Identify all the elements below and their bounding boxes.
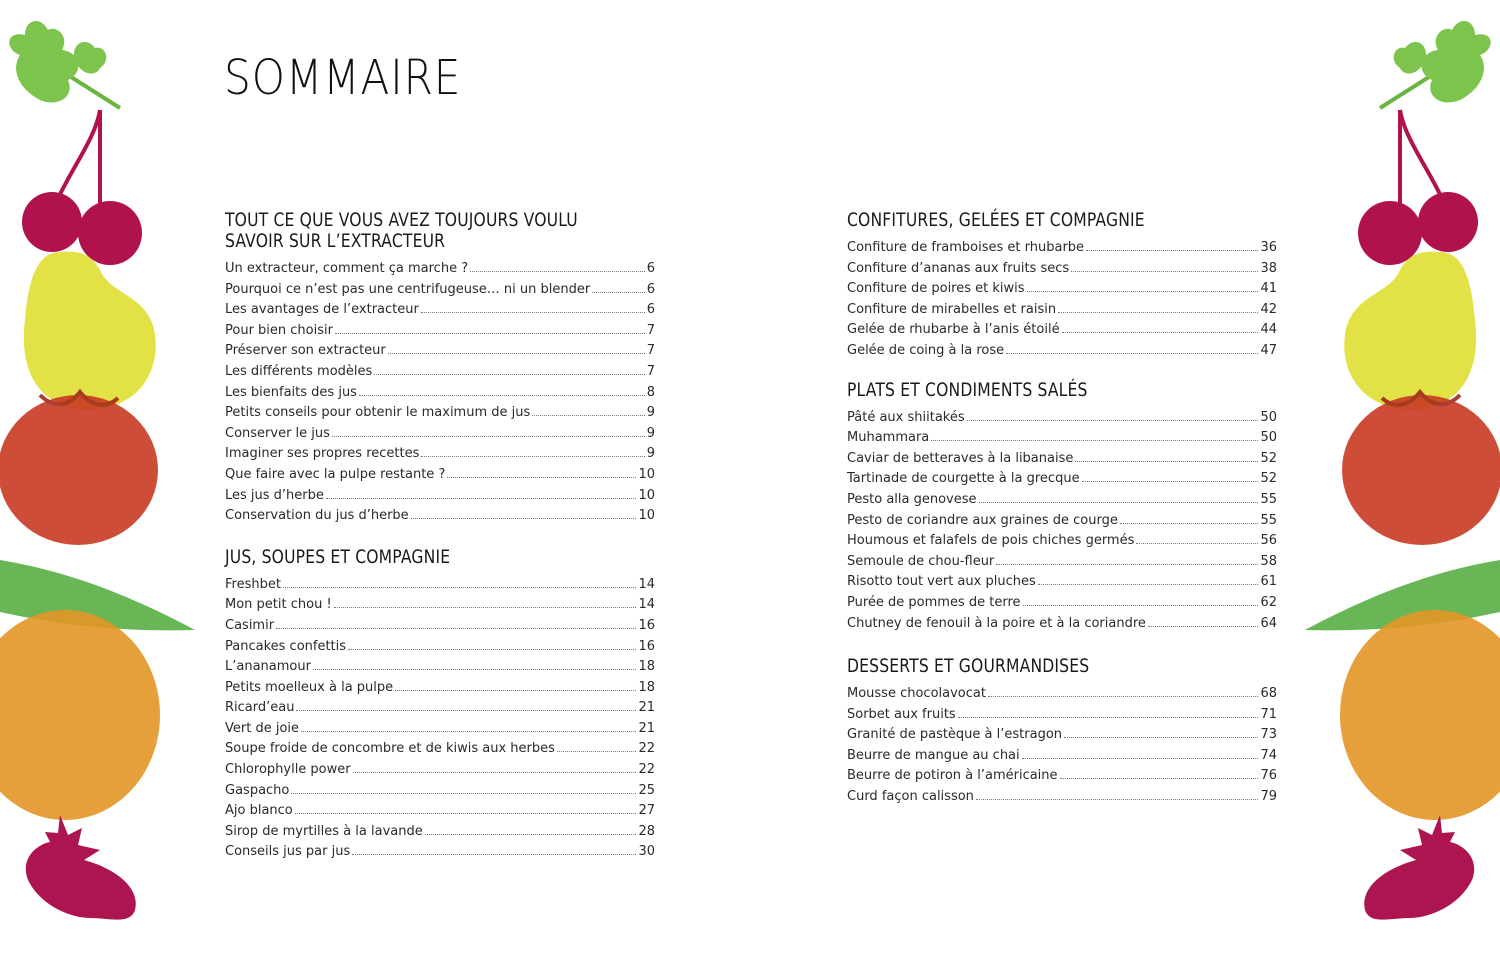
toc-entry[interactable] — [847, 705, 1277, 726]
toc-entry-page: 21 — [638, 700, 655, 716]
dot-leader — [1027, 290, 1259, 292]
toc-entry-page: 44 — [1260, 322, 1277, 338]
toc-entry-page: 58 — [1260, 553, 1277, 569]
toc-entry[interactable] — [225, 486, 655, 507]
dot-leader — [1120, 522, 1259, 524]
toc-column-left — [225, 210, 655, 881]
toc-section — [847, 210, 1277, 362]
toc-entry[interactable] — [847, 725, 1277, 746]
dot-leader — [291, 792, 636, 794]
section-title-line: DESSERTS ET GOURMANDISES — [847, 655, 1090, 678]
toc-entry[interactable] — [225, 341, 655, 362]
section-title — [847, 380, 1277, 401]
toc-entry[interactable] — [847, 238, 1277, 259]
dot-leader — [1038, 583, 1259, 585]
dot-leader — [996, 563, 1258, 565]
dot-leader — [276, 627, 636, 629]
toc-entry-label: Tartinade de courgette à la grecque — [847, 471, 1080, 487]
section-title-line: CONFITURES, GELÉES ET COMPAGNIE — [847, 209, 1145, 231]
dot-leader — [421, 455, 644, 457]
toc-entry-label: Pâté aux shiitakés — [847, 409, 965, 425]
toc-entry-page: 41 — [1260, 281, 1277, 297]
toc-entry-page: 28 — [638, 823, 655, 839]
toc-entry[interactable] — [225, 300, 655, 321]
dot-leader — [334, 606, 637, 608]
strawberry-icon — [26, 815, 136, 920]
dot-leader — [1022, 757, 1259, 759]
toc-entry[interactable] — [225, 575, 655, 596]
toc-entry[interactable] — [225, 657, 655, 678]
toc-entry-label: Un extracteur, comment ça marche ? — [225, 261, 469, 276]
toc-entry[interactable] — [847, 259, 1277, 280]
toc-entry-label: Gaspacho — [225, 782, 290, 798]
toc-entry-label: Houmous et falafels de pois chiches germés — [847, 533, 1135, 549]
dot-leader — [976, 798, 1259, 800]
dot-leader — [1148, 625, 1259, 627]
dot-leader — [326, 497, 637, 499]
toc-entry-page: 62 — [1260, 594, 1277, 610]
dot-leader — [411, 517, 637, 519]
toc-entry-page: 18 — [638, 659, 655, 675]
toc-entry-label: Petits moelleux à la pulpe — [225, 679, 394, 695]
toc-entry-label: Semoule de chou-fleur — [847, 553, 995, 569]
section-title-line: SAVOIR SUR L’EXTRACTEUR — [225, 230, 446, 252]
toc-entry-page: 16 — [638, 638, 655, 654]
toc-entry-label: Beurre de potiron à l’américaine — [847, 768, 1058, 784]
dot-leader — [301, 730, 636, 732]
toc-entry[interactable] — [225, 362, 655, 383]
toc-entry-label: Freshbet — [225, 576, 281, 592]
toc-entry[interactable] — [847, 469, 1277, 490]
toc-entry-page: 21 — [638, 720, 655, 736]
orange-icon — [1340, 610, 1500, 820]
toc-entry[interactable] — [225, 424, 655, 445]
toc-entry-page: 14 — [638, 597, 655, 613]
toc-entry-page: 76 — [1260, 768, 1277, 784]
toc-entry-page: 14 — [638, 576, 655, 592]
toc-entry-page: 22 — [638, 762, 655, 778]
toc-section — [225, 210, 655, 527]
toc-entry-page: 7 — [646, 343, 655, 359]
toc-entry-label: Soupe froide de concombre et de kiwis aux herbes — [225, 741, 555, 757]
toc-entry[interactable] — [225, 637, 655, 658]
toc-entry-label: Casimir — [225, 617, 275, 633]
toc-entry-label: Beurre de mangue au chai — [847, 747, 1020, 763]
toc-entry-page: 56 — [1260, 533, 1277, 549]
dot-leader — [352, 853, 636, 855]
toc-entry-page: 52 — [1260, 471, 1277, 487]
dot-leader — [979, 501, 1259, 503]
toc-entry-page: 7 — [646, 363, 655, 379]
toc-entry-label: Les jus d’herbe — [225, 487, 324, 503]
toc-entry-page: 7 — [646, 322, 655, 338]
toc-entry-page: 74 — [1260, 747, 1277, 763]
toc-entry-page: 47 — [1260, 342, 1277, 358]
toc-entry-label: Sorbet aux fruits — [847, 706, 956, 722]
toc-entry-label: Chutney de fenouil à la poire et à la coriandre — [847, 615, 1146, 631]
toc-entry-label: Mon petit chou ! — [225, 597, 332, 613]
toc-entry[interactable] — [225, 383, 655, 404]
toc-entry[interactable] — [847, 449, 1277, 470]
toc-entry-label: Gelée de coing à la rose — [847, 342, 1005, 358]
toc-entry[interactable] — [225, 616, 655, 637]
toc-entry-label: Risotto tout vert aux pluches — [847, 574, 1036, 590]
dot-leader — [348, 648, 636, 650]
dot-leader — [332, 435, 645, 437]
dot-leader — [313, 668, 636, 670]
toc-entry-page: 18 — [638, 679, 655, 695]
toc-entry-label: Chlorophylle power — [225, 762, 351, 778]
toc-entry-page: 27 — [638, 803, 655, 819]
toc-entry[interactable] — [847, 511, 1277, 532]
toc-entry[interactable] — [847, 572, 1277, 593]
toc-entry-label: Confiture d’ananas aux fruits secs — [847, 260, 1070, 276]
pear-icon — [1344, 252, 1476, 410]
toc-entry[interactable] — [225, 280, 655, 301]
toc-entry-page: 73 — [1260, 727, 1277, 743]
toc-entry[interactable] — [847, 552, 1277, 573]
toc-entry-page: 9 — [646, 446, 655, 462]
dot-leader — [1058, 311, 1258, 313]
toc-entry-label: Caviar de betteraves à la libanaise — [847, 450, 1074, 466]
toc-entry-page: 38 — [1260, 260, 1277, 276]
section-title-line: TOUT CE QUE VOUS AVEZ TOUJOURS VOULU — [225, 209, 578, 231]
dot-leader — [359, 394, 645, 396]
dot-leader — [421, 311, 645, 313]
toc-entry-label: Gelée de rhubarbe à l’anis étoilé — [847, 322, 1060, 338]
toc-entry[interactable] — [225, 506, 655, 527]
toc-entry-page: 52 — [1260, 450, 1277, 466]
toc-entry-label: L’ananamour — [225, 659, 311, 675]
toc-entry-page: 42 — [1260, 301, 1277, 317]
toc-entry-label: Pancakes confettis — [225, 638, 347, 654]
toc-entry-label: Pour bien choisir — [225, 322, 333, 338]
toc-entry-label: Que faire avec la pulpe restante ? — [225, 466, 446, 482]
toc-entry[interactable] — [847, 684, 1277, 705]
toc-entry[interactable] — [847, 428, 1277, 449]
dot-leader — [1062, 331, 1259, 333]
toc-entry[interactable] — [847, 300, 1277, 321]
fruit-illustration-left — [0, 0, 200, 964]
dot-leader — [388, 352, 645, 354]
toc-entry[interactable] — [225, 801, 655, 822]
toc-entry-page: 79 — [1260, 789, 1277, 805]
dot-leader — [296, 709, 636, 711]
toc-entry-page: 25 — [638, 782, 655, 798]
toc-entry-page: 64 — [1260, 615, 1277, 631]
toc-entry[interactable] — [225, 444, 655, 465]
toc-entry[interactable] — [225, 678, 655, 699]
tomato-icon — [1342, 392, 1500, 545]
toc-entry[interactable] — [847, 341, 1277, 362]
toc-entry-page: 36 — [1260, 240, 1277, 255]
page-title: SOMMAIRE — [224, 50, 462, 106]
toc-entry-page: 8 — [646, 384, 655, 400]
toc-column-right — [847, 210, 1277, 826]
dot-leader — [295, 812, 637, 814]
dot-leader — [1023, 604, 1259, 606]
cherry-icon — [1358, 110, 1478, 265]
toc-entry[interactable] — [225, 698, 655, 719]
toc-entry-label: Pesto alla genovese — [847, 491, 977, 507]
dot-leader — [1060, 777, 1259, 779]
toc-entry-label: Ajo blanco — [225, 803, 293, 819]
toc-entry[interactable] — [225, 760, 655, 781]
toc-entry[interactable] — [225, 259, 655, 280]
dot-leader — [374, 373, 644, 375]
toc-entry-label: Pourquoi ce n’est pas une centrifugeuse… ni un blender — [225, 281, 591, 297]
toc-entry-label: Mousse chocolavocat — [847, 686, 986, 702]
dot-leader — [335, 332, 645, 334]
parsley-leaf-icon — [1380, 21, 1491, 108]
toc-entry-page: 55 — [1260, 491, 1277, 507]
toc-entry[interactable] — [225, 739, 655, 760]
dot-leader — [1006, 352, 1258, 354]
toc-entry-page: 10 — [638, 508, 655, 524]
dot-leader — [395, 689, 636, 691]
toc-section — [847, 656, 1277, 808]
toc-entry[interactable] — [225, 321, 655, 342]
toc-entry-label: Imaginer ses propres recettes — [225, 446, 420, 462]
toc-entry-label: Conserver le jus — [225, 425, 330, 441]
dot-leader — [425, 833, 637, 835]
toc-entry-page: 6 — [646, 261, 655, 276]
toc-entry-page: 9 — [646, 425, 655, 441]
toc-entry[interactable] — [847, 490, 1277, 511]
dot-leader — [958, 716, 1259, 718]
toc-entry-label: Conservation du jus d’herbe — [225, 508, 409, 524]
toc-entry-label: Muhammara — [847, 430, 930, 446]
toc-entry[interactable] — [847, 746, 1277, 767]
dot-leader — [967, 419, 1259, 421]
toc-entry-page: 16 — [638, 617, 655, 633]
dot-leader — [532, 414, 644, 416]
toc-entry[interactable] — [225, 719, 655, 740]
dot-leader — [931, 439, 1258, 441]
toc-entry-label: Les bienfaits des jus — [225, 384, 357, 400]
toc-entry[interactable] — [225, 595, 655, 616]
toc-entry-label: Granité de pastèque à l’estragon — [847, 727, 1063, 743]
toc-entry-label: Curd façon calisson — [847, 789, 974, 805]
toc-entry[interactable] — [225, 781, 655, 802]
dot-leader — [592, 291, 645, 293]
toc-entry-label: Sirop de myrtilles à la lavande — [225, 823, 423, 839]
toc-entry-page: 55 — [1260, 512, 1277, 528]
toc-entry-label: Purée de pommes de terre — [847, 594, 1021, 610]
toc-entry[interactable] — [225, 403, 655, 424]
toc-entry-label: Ricard’eau — [225, 700, 295, 716]
toc-entry-label: Les différents modèles — [225, 363, 373, 379]
toc-entry-page: 10 — [638, 487, 655, 503]
cherry-icon — [22, 110, 142, 265]
section-title — [847, 210, 1277, 231]
dot-leader — [1064, 736, 1258, 738]
strawberry-icon — [1364, 815, 1474, 920]
toc-entry[interactable] — [225, 465, 655, 486]
toc-entry-page: 61 — [1260, 574, 1277, 590]
dot-leader — [1086, 249, 1258, 251]
dot-leader — [1075, 460, 1258, 462]
dot-leader — [1071, 270, 1258, 272]
toc-entry-label: Vert de joie — [225, 720, 300, 736]
fruit-illustration-right — [1300, 0, 1500, 964]
dot-leader — [470, 270, 645, 272]
toc-entry-label: Petits conseils pour obtenir le maximum de jus — [225, 405, 531, 421]
pear-icon — [24, 252, 156, 410]
tomato-icon — [0, 392, 158, 545]
dot-leader — [283, 586, 637, 588]
toc-entry-page: 71 — [1260, 706, 1277, 722]
dot-leader — [557, 750, 637, 752]
toc-entry-page: 6 — [646, 281, 655, 297]
toc-section — [225, 547, 655, 863]
toc-entry-label: Confiture de framboises et rhubarbe — [847, 240, 1085, 255]
toc-entry-label: Confiture de poires et kiwis — [847, 281, 1025, 297]
section-title — [847, 656, 1277, 677]
dot-leader — [988, 695, 1258, 697]
toc-entry-page: 50 — [1260, 409, 1277, 425]
toc-entry[interactable] — [847, 408, 1277, 429]
parsley-leaf-icon — [9, 21, 120, 108]
toc-entry-label: Préserver son extracteur — [225, 343, 386, 359]
toc-entry[interactable] — [225, 842, 655, 863]
toc-entry-page: 68 — [1260, 686, 1277, 702]
toc-entry-label: Pesto de coriandre aux graines de courge — [847, 512, 1118, 528]
toc-entry-page: 30 — [638, 844, 655, 860]
toc-entry[interactable] — [847, 279, 1277, 300]
toc-section — [847, 380, 1277, 635]
toc-entry-label: Les avantages de l’extracteur — [225, 302, 419, 318]
orange-icon — [0, 610, 160, 820]
section-title — [225, 547, 655, 568]
toc-entry[interactable] — [847, 593, 1277, 614]
toc-entry-page: 9 — [646, 405, 655, 421]
toc-entry[interactable] — [225, 822, 655, 843]
dot-leader — [447, 476, 636, 478]
toc-entry[interactable] — [847, 614, 1277, 635]
section-title-line: JUS, SOUPES ET COMPAGNIE — [225, 545, 451, 568]
section-title — [225, 210, 655, 252]
dot-leader — [353, 771, 637, 773]
toc-entry-label: Conseils jus par jus — [225, 844, 351, 860]
toc-entry[interactable] — [847, 531, 1277, 552]
dot-leader — [1082, 480, 1259, 482]
dot-leader — [1136, 542, 1258, 544]
toc-entry-page: 6 — [646, 302, 655, 318]
toc-entry-page: 50 — [1260, 430, 1277, 446]
toc-entry-page: 22 — [638, 741, 655, 757]
toc-entry-page: 10 — [638, 466, 655, 482]
toc-entry[interactable] — [847, 766, 1277, 787]
toc-entry[interactable] — [847, 787, 1277, 808]
toc-entry-label: Confiture de mirabelles et raisin — [847, 301, 1057, 317]
toc-entry[interactable] — [847, 320, 1277, 341]
section-title-line: PLATS ET CONDIMENTS SALÉS — [847, 378, 1088, 401]
